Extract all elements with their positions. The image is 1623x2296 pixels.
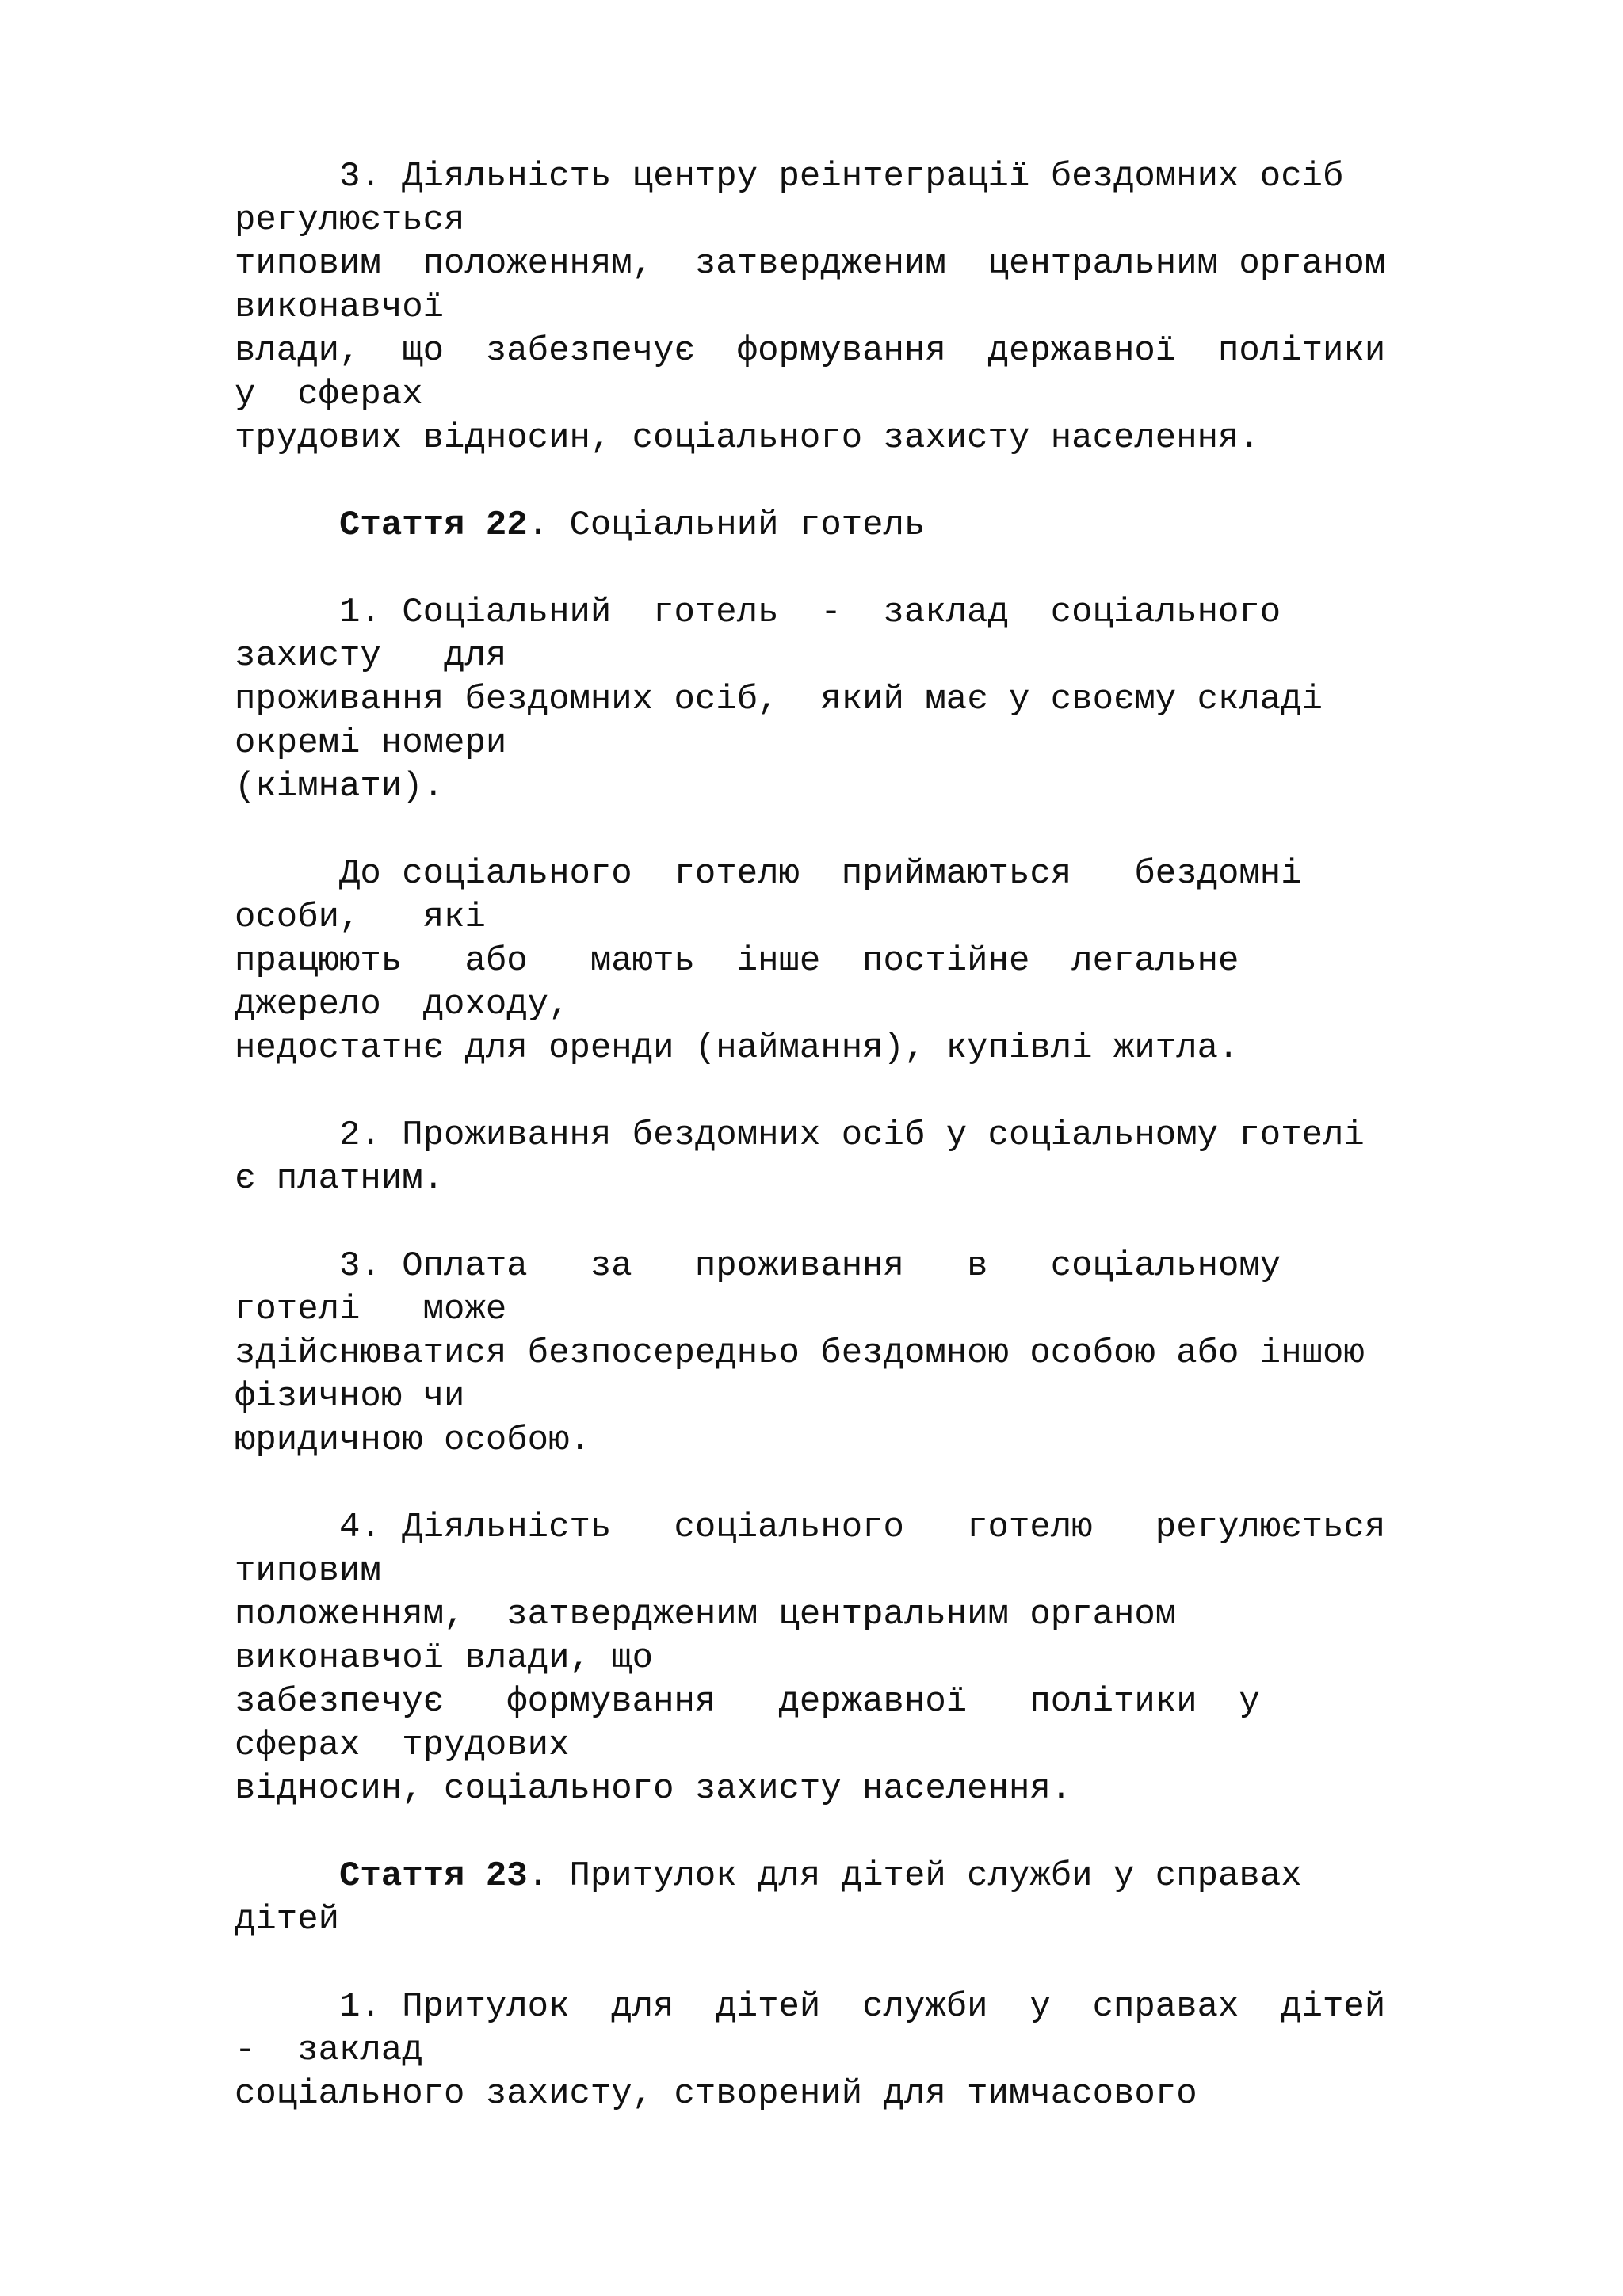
text-line: (кімнати). [235, 767, 445, 807]
text-line: 3. Оплата за проживання в соціальному [235, 1246, 1281, 1286]
text-line: До соціального готелю приймаються бездомні [235, 854, 1302, 894]
article-22-heading [235, 504, 925, 547]
text-line: - заклад [235, 2031, 423, 2070]
text-line: захисту для [235, 636, 507, 676]
text-line: виконавчої влади, що [235, 1638, 654, 1678]
article-23-heading [235, 1855, 1302, 1898]
text-line: у сферах [235, 375, 423, 414]
text-line: працюють або мають інше постійне легальне [235, 941, 1239, 981]
text-line: забезпечує формування державної політики у [235, 1682, 1260, 1722]
text-line: джерело доходу, [235, 985, 570, 1024]
text-line: трудових відносин, соціального захисту населення. [235, 418, 1260, 458]
text-line: здійснюватися безпосередньо бездомною особою або іншою [235, 1333, 1365, 1373]
article-title: . Притулок для дітей служби у справах [527, 1856, 1302, 1896]
text-line: влади, що забезпечує формування державної політики [235, 331, 1386, 371]
text-line: окремі номери [235, 723, 507, 763]
text-line: 2. Проживання бездомних осіб у соціальному готелі [235, 1116, 1365, 1155]
text-line: 3. Діяльність центру реінтеграції бездомних осіб [235, 157, 1344, 196]
text-line: виконавчої [235, 288, 445, 327]
text-line: сферах трудових [235, 1726, 570, 1765]
text-line: 1. Соціальний готель - заклад соціального [235, 593, 1281, 632]
text-line: недостатнє для оренди (наймання), купівлі житла. [235, 1028, 1239, 1068]
text-line: проживання бездомних осіб, який має у своєму складі [235, 680, 1323, 719]
text-line: особи, які [235, 898, 486, 937]
article-label: Стаття 22 [339, 505, 528, 545]
article-title: . Соціальний готель [527, 505, 926, 545]
text-line: 4. Діяльність соціального готелю регулюється [235, 1508, 1386, 1547]
article-label: Стаття 23 [339, 1856, 528, 1896]
text-line: соціального захисту, створений для тимчасового [235, 2074, 1197, 2114]
text-line: юридичною особою. [235, 1421, 590, 1460]
text-line: положенням, затвердженим центральним органом [235, 1595, 1177, 1634]
text-line: фізичною чи [235, 1377, 465, 1417]
text-line: 1. Притулок для дітей служби у справах дітей [235, 1987, 1386, 2027]
text-line: дітей [235, 1900, 340, 1939]
text-line: є платним. [235, 1159, 445, 1199]
text-line: відносин, соціального захисту населення. [235, 1769, 1072, 1809]
text-line: типовим [235, 1551, 381, 1591]
text-line: регулюється [235, 200, 465, 240]
text-line: готелі може [235, 1290, 507, 1329]
text-line: типовим положенням, затвердженим центральним органом [235, 244, 1386, 284]
